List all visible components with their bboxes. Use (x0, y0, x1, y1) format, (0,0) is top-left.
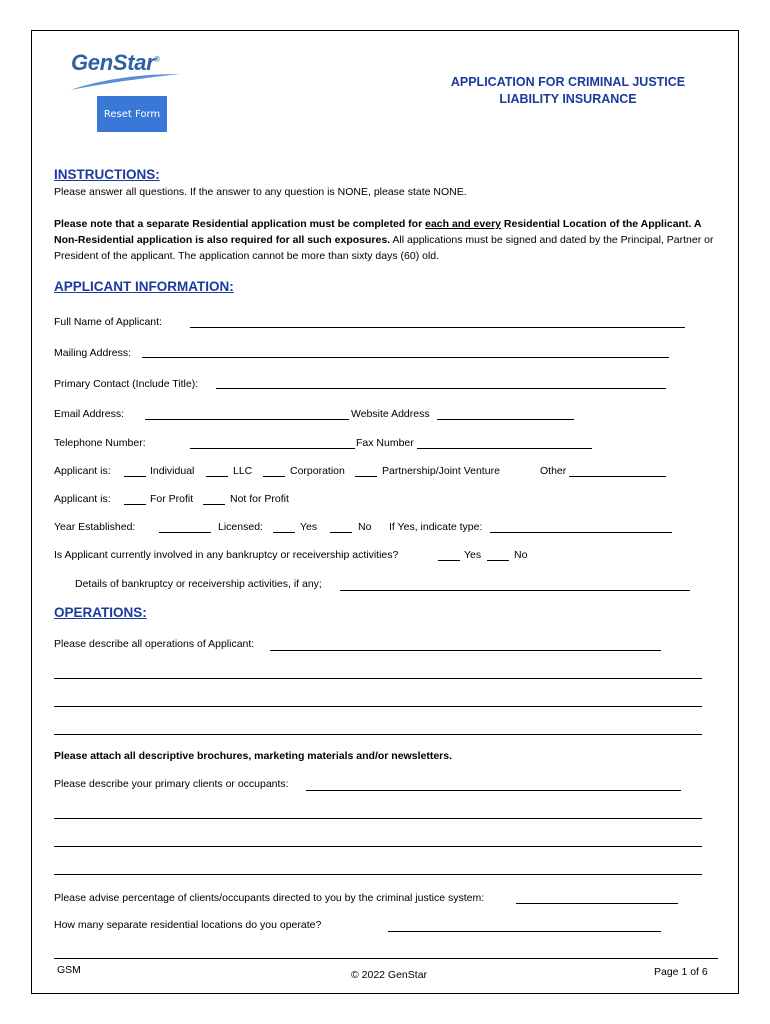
operations-heading: OPERATIONS: (54, 605, 147, 620)
locations-field[interactable] (388, 931, 661, 932)
individual-checkbox[interactable] (124, 476, 146, 477)
website-label: Website Address (351, 408, 430, 420)
licensed-yes-checkbox[interactable] (273, 532, 295, 533)
other-option: Other (540, 465, 567, 477)
describe-operations-field[interactable] (270, 650, 661, 651)
clients-line-1[interactable] (54, 818, 702, 819)
partnership-checkbox[interactable] (355, 476, 377, 477)
applicant-info-heading: APPLICANT INFORMATION: (54, 279, 234, 294)
clients-line-3[interactable] (54, 874, 702, 875)
licensed-label: Licensed: (218, 521, 263, 533)
footer-page-number: Page 1 of 6 (654, 966, 708, 978)
instructions-note: Please note that a separate Residential application must be completed for each and every Residential Location of the Applicant. A Non-Residential application is also required for all such exposures. All applications must be signed and dated by the Principal, Partner or President of the applicant. The application cannot be more than sixty days (60) old. (54, 218, 714, 262)
logo-swoosh-icon (68, 72, 183, 92)
individual-option: Individual (150, 465, 195, 477)
clients-line-2[interactable] (54, 846, 702, 847)
mailing-address-label: Mailing Address: (54, 347, 132, 359)
partnership-option: Partnership/Joint Venture (382, 465, 500, 477)
attach-materials-note: Please attach all descriptive brochures, marketing materials and/or newsletters. (54, 750, 452, 762)
license-type-label: If Yes, indicate type: (389, 521, 483, 533)
primary-contact-label: Primary Contact (Include Title): (54, 378, 199, 390)
operations-line-3[interactable] (54, 734, 702, 735)
not-for-profit-checkbox[interactable] (203, 504, 225, 505)
footer-divider (54, 958, 718, 959)
reset-form-button[interactable]: Reset Form (97, 96, 167, 132)
corporation-option: Corporation (290, 465, 345, 477)
website-field[interactable] (437, 419, 574, 420)
footer-copyright: © 2022 GenStar (351, 969, 428, 981)
not-for-profit-option: Not for Profit (230, 493, 289, 505)
applicant-profit-label: Applicant is: (54, 493, 111, 505)
telephone-label: Telephone Number: (54, 437, 146, 449)
operations-line-1[interactable] (54, 678, 702, 679)
percentage-label: Please advise percentage of clients/occupants directed to you by the criminal justice system: (54, 892, 485, 904)
other-field[interactable] (569, 476, 666, 477)
bankruptcy-yes-option: Yes (464, 549, 482, 561)
bankruptcy-yes-checkbox[interactable] (438, 560, 460, 561)
year-established-label: Year Established: (54, 521, 136, 533)
operations-line-2[interactable] (54, 706, 702, 707)
genstar-logo (68, 50, 188, 94)
mailing-address-field[interactable] (142, 357, 669, 358)
locations-label: How many separate residential locations do you operate? (54, 919, 322, 931)
year-established-field[interactable] (159, 532, 211, 533)
describe-clients-field[interactable] (306, 790, 681, 791)
bankruptcy-details-label: Details of bankruptcy or receivership activities, if any; (75, 578, 322, 590)
full-name-label: Full Name of Applicant: (54, 316, 162, 328)
for-profit-option: For Profit (150, 493, 194, 505)
describe-clients-label: Please describe your primary clients or occupants: (54, 778, 289, 790)
instructions-text: Please answer all questions. If the answer to any question is NONE, please state NONE. (54, 186, 467, 198)
form-title: APPLICATION FOR CRIMINAL JUSTICE LIABILITY INSURANCE (450, 75, 686, 106)
email-label: Email Address: (54, 408, 125, 420)
licensed-yes-option: Yes (300, 521, 318, 533)
describe-operations-label: Please describe all operations of Applicant: (54, 638, 255, 650)
email-field[interactable] (145, 419, 349, 420)
licensed-no-checkbox[interactable] (330, 532, 352, 533)
logo-wordmark: GenStar® (71, 50, 160, 75)
fax-field[interactable] (417, 448, 592, 449)
corporation-checkbox[interactable] (263, 476, 285, 477)
llc-checkbox[interactable] (206, 476, 228, 477)
bankruptcy-no-checkbox[interactable] (487, 560, 509, 561)
footer-form-code: GSM (57, 964, 81, 976)
bankruptcy-question: Is Applicant currently involved in any bankruptcy or receivership activities? (54, 549, 399, 561)
percentage-field[interactable] (516, 903, 678, 904)
full-name-field[interactable] (190, 327, 685, 328)
license-type-field[interactable] (490, 532, 672, 533)
fax-label: Fax Number (356, 437, 414, 449)
licensed-no-option: No (358, 521, 372, 533)
telephone-field[interactable] (190, 448, 355, 449)
for-profit-checkbox[interactable] (124, 504, 146, 505)
bankruptcy-no-option: No (514, 549, 528, 561)
llc-option: LLC (233, 465, 253, 477)
instructions-heading: INSTRUCTIONS: (54, 167, 160, 182)
primary-contact-field[interactable] (216, 388, 666, 389)
applicant-type-label: Applicant is: (54, 465, 111, 477)
bankruptcy-details-field[interactable] (340, 590, 690, 591)
